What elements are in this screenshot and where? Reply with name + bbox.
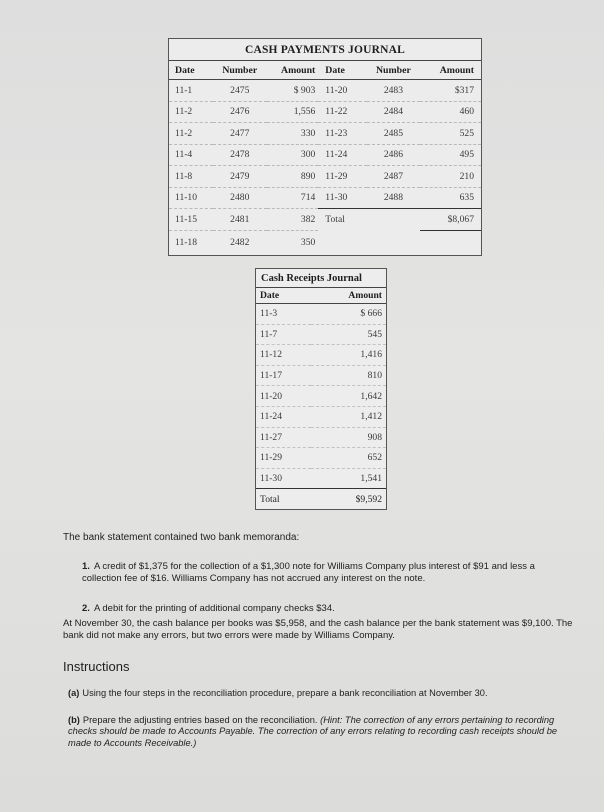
check-number-cell: 2478 — [213, 144, 267, 166]
instruction-b — [68, 715, 576, 749]
total-label: Total — [325, 214, 345, 225]
date-cell: 11-20 — [256, 386, 311, 407]
empty-cell — [367, 230, 421, 255]
amount-cell: 908 — [311, 427, 387, 448]
empty-cell — [420, 230, 481, 255]
amount-cell: 330 — [267, 123, 319, 145]
date-cell: 11-2 — [169, 123, 213, 145]
table-row — [256, 468, 386, 489]
check-number-cell: 2475 — [230, 84, 250, 96]
table-row — [169, 187, 481, 209]
table-row — [256, 365, 386, 386]
instruction-label: (b) — [68, 715, 80, 725]
check-number-cell: 2482 — [213, 230, 267, 255]
memo-number: 2. — [82, 603, 90, 614]
table-row — [169, 80, 481, 102]
memo-number: 1. — [82, 561, 90, 572]
amount-cell: $ 666 — [360, 308, 382, 320]
memo-text: A credit of $1,375 for the collection of a $1,300 note for Williams Company plus interest of $91 and less a collection fee of $16. Williams Company has not accrued any interest on the note. — [82, 561, 535, 584]
amount-cell: 1,412 — [311, 406, 387, 427]
amount-cell: 1,416 — [311, 345, 387, 366]
date-cell: 11-23 — [318, 123, 366, 145]
table-row — [256, 448, 386, 469]
date-cell: 11-22 — [318, 101, 366, 123]
table-row — [169, 123, 481, 145]
amount-cell: 890 — [267, 166, 319, 188]
date-cell: 11-29 — [318, 166, 366, 188]
table-row — [169, 166, 481, 188]
date-cell: 11-17 — [256, 365, 311, 386]
instruction-hint: (Hint: The correction of any errors pertaining to recording checks should be made to Accounts Payable. The correction of any errors relating to recording cash receipts should be made to Accounts Receivable.) — [68, 715, 558, 748]
amount-cell: 810 — [311, 365, 387, 386]
total-label: Total — [256, 489, 311, 509]
check-number-cell: 2485 — [367, 123, 421, 145]
amount-cell: 210 — [420, 166, 481, 188]
instruction-text: Prepare the adjusting entries based on the reconciliation. — [82, 715, 318, 725]
amount-cell: 495 — [420, 144, 481, 166]
check-number-cell: 2486 — [367, 144, 421, 166]
table-row — [256, 304, 386, 325]
check-number-cell: 2484 — [367, 101, 421, 123]
cash-payments-title: CASH PAYMENTS JOURNAL — [169, 39, 481, 61]
total-row — [256, 489, 386, 509]
date-cell: 11-24 — [318, 144, 366, 166]
date-cell: 11-18 — [169, 230, 213, 255]
empty-cell — [367, 209, 421, 231]
amount-cell: 545 — [311, 324, 387, 345]
column-header: Number — [367, 61, 421, 80]
cash-receipts-table — [256, 288, 386, 509]
cash-receipts-title: Cash Receipts Journal — [256, 269, 386, 288]
date-cell: 11-1 — [175, 84, 193, 96]
table-row — [256, 324, 386, 345]
amount-cell: 382 — [267, 209, 319, 231]
table-row — [169, 230, 481, 255]
amount-cell: 350 — [267, 230, 319, 255]
amount-cell: 460 — [420, 101, 481, 123]
table-row — [256, 427, 386, 448]
date-cell: 11-2 — [169, 101, 213, 123]
amount-cell: $317 — [454, 84, 474, 96]
date-cell: 11-30 — [318, 187, 366, 209]
date-cell: 11-10 — [169, 187, 213, 209]
date-cell: 11-3 — [260, 308, 278, 320]
table-row — [256, 386, 386, 407]
amount-cell: 652 — [311, 448, 387, 469]
instruction-label: (a) — [68, 688, 80, 698]
check-number-cell: 2480 — [213, 187, 267, 209]
empty-cell — [318, 230, 366, 255]
amount-cell: 714 — [267, 187, 319, 209]
instruction-a — [68, 688, 576, 699]
table-row — [169, 144, 481, 166]
column-header: Date — [256, 288, 311, 304]
total-amount: $9,592 — [311, 489, 387, 509]
check-number-cell: 2487 — [367, 166, 421, 188]
check-number-cell: 2476 — [213, 101, 267, 123]
column-header: Date — [318, 61, 366, 80]
table-row — [256, 406, 386, 427]
amount-cell: 1,642 — [311, 386, 387, 407]
total-amount: $8,067 — [420, 209, 481, 231]
memo-text: A debit for the printing of additional company checks $34. — [93, 603, 335, 614]
instruction-text: Using the four steps in the reconciliation procedure, prepare a bank reconciliation at November 30. — [82, 688, 488, 698]
check-number-cell: 2488 — [367, 187, 421, 209]
date-cell: 11-29 — [256, 448, 311, 469]
date-cell: 11-7 — [256, 324, 311, 345]
amount-cell: 1,556 — [267, 101, 319, 123]
date-cell: 11-4 — [169, 144, 213, 166]
instructions-heading: Instructions — [63, 659, 130, 674]
check-number-cell: 2481 — [213, 209, 267, 231]
date-cell: 11-30 — [256, 468, 311, 489]
date-cell: 11-20 — [325, 84, 348, 96]
date-cell: 11-24 — [256, 406, 311, 427]
memo-item — [82, 603, 574, 615]
table-row — [169, 209, 481, 231]
column-header: Amount — [267, 61, 319, 80]
column-header: Amount — [311, 288, 387, 304]
column-header: Amount — [420, 61, 481, 80]
column-header: Date — [169, 61, 213, 80]
date-cell: 11-8 — [169, 166, 213, 188]
date-cell: 11-15 — [169, 209, 213, 231]
balance-paragraph: At November 30, the cash balance per books was $5,958, and the cash balance per the bank statement was $9,100. The bank did not make any errors, but two errors were made by Williams Company. — [63, 618, 573, 641]
cash-payments-table — [169, 61, 481, 255]
check-number-cell: 2479 — [213, 166, 267, 188]
date-cell: 11-12 — [256, 345, 311, 366]
table-row — [256, 345, 386, 366]
amount-cell: 635 — [420, 187, 481, 209]
amount-cell: 1,541 — [311, 468, 387, 489]
column-header: Number — [213, 61, 267, 80]
table-row — [169, 101, 481, 123]
memo-intro: The bank statement contained two bank memoranda: — [63, 532, 300, 543]
check-number-cell: 2477 — [213, 123, 267, 145]
date-cell: 11-27 — [256, 427, 311, 448]
amount-cell: 525 — [420, 123, 481, 145]
memo-item — [82, 561, 574, 585]
amount-cell: $ 903 — [293, 84, 316, 96]
check-number-cell: 2483 — [383, 84, 403, 96]
cash-payments-journal — [168, 38, 482, 256]
cash-receipts-journal — [255, 268, 387, 510]
amount-cell: 300 — [267, 144, 319, 166]
